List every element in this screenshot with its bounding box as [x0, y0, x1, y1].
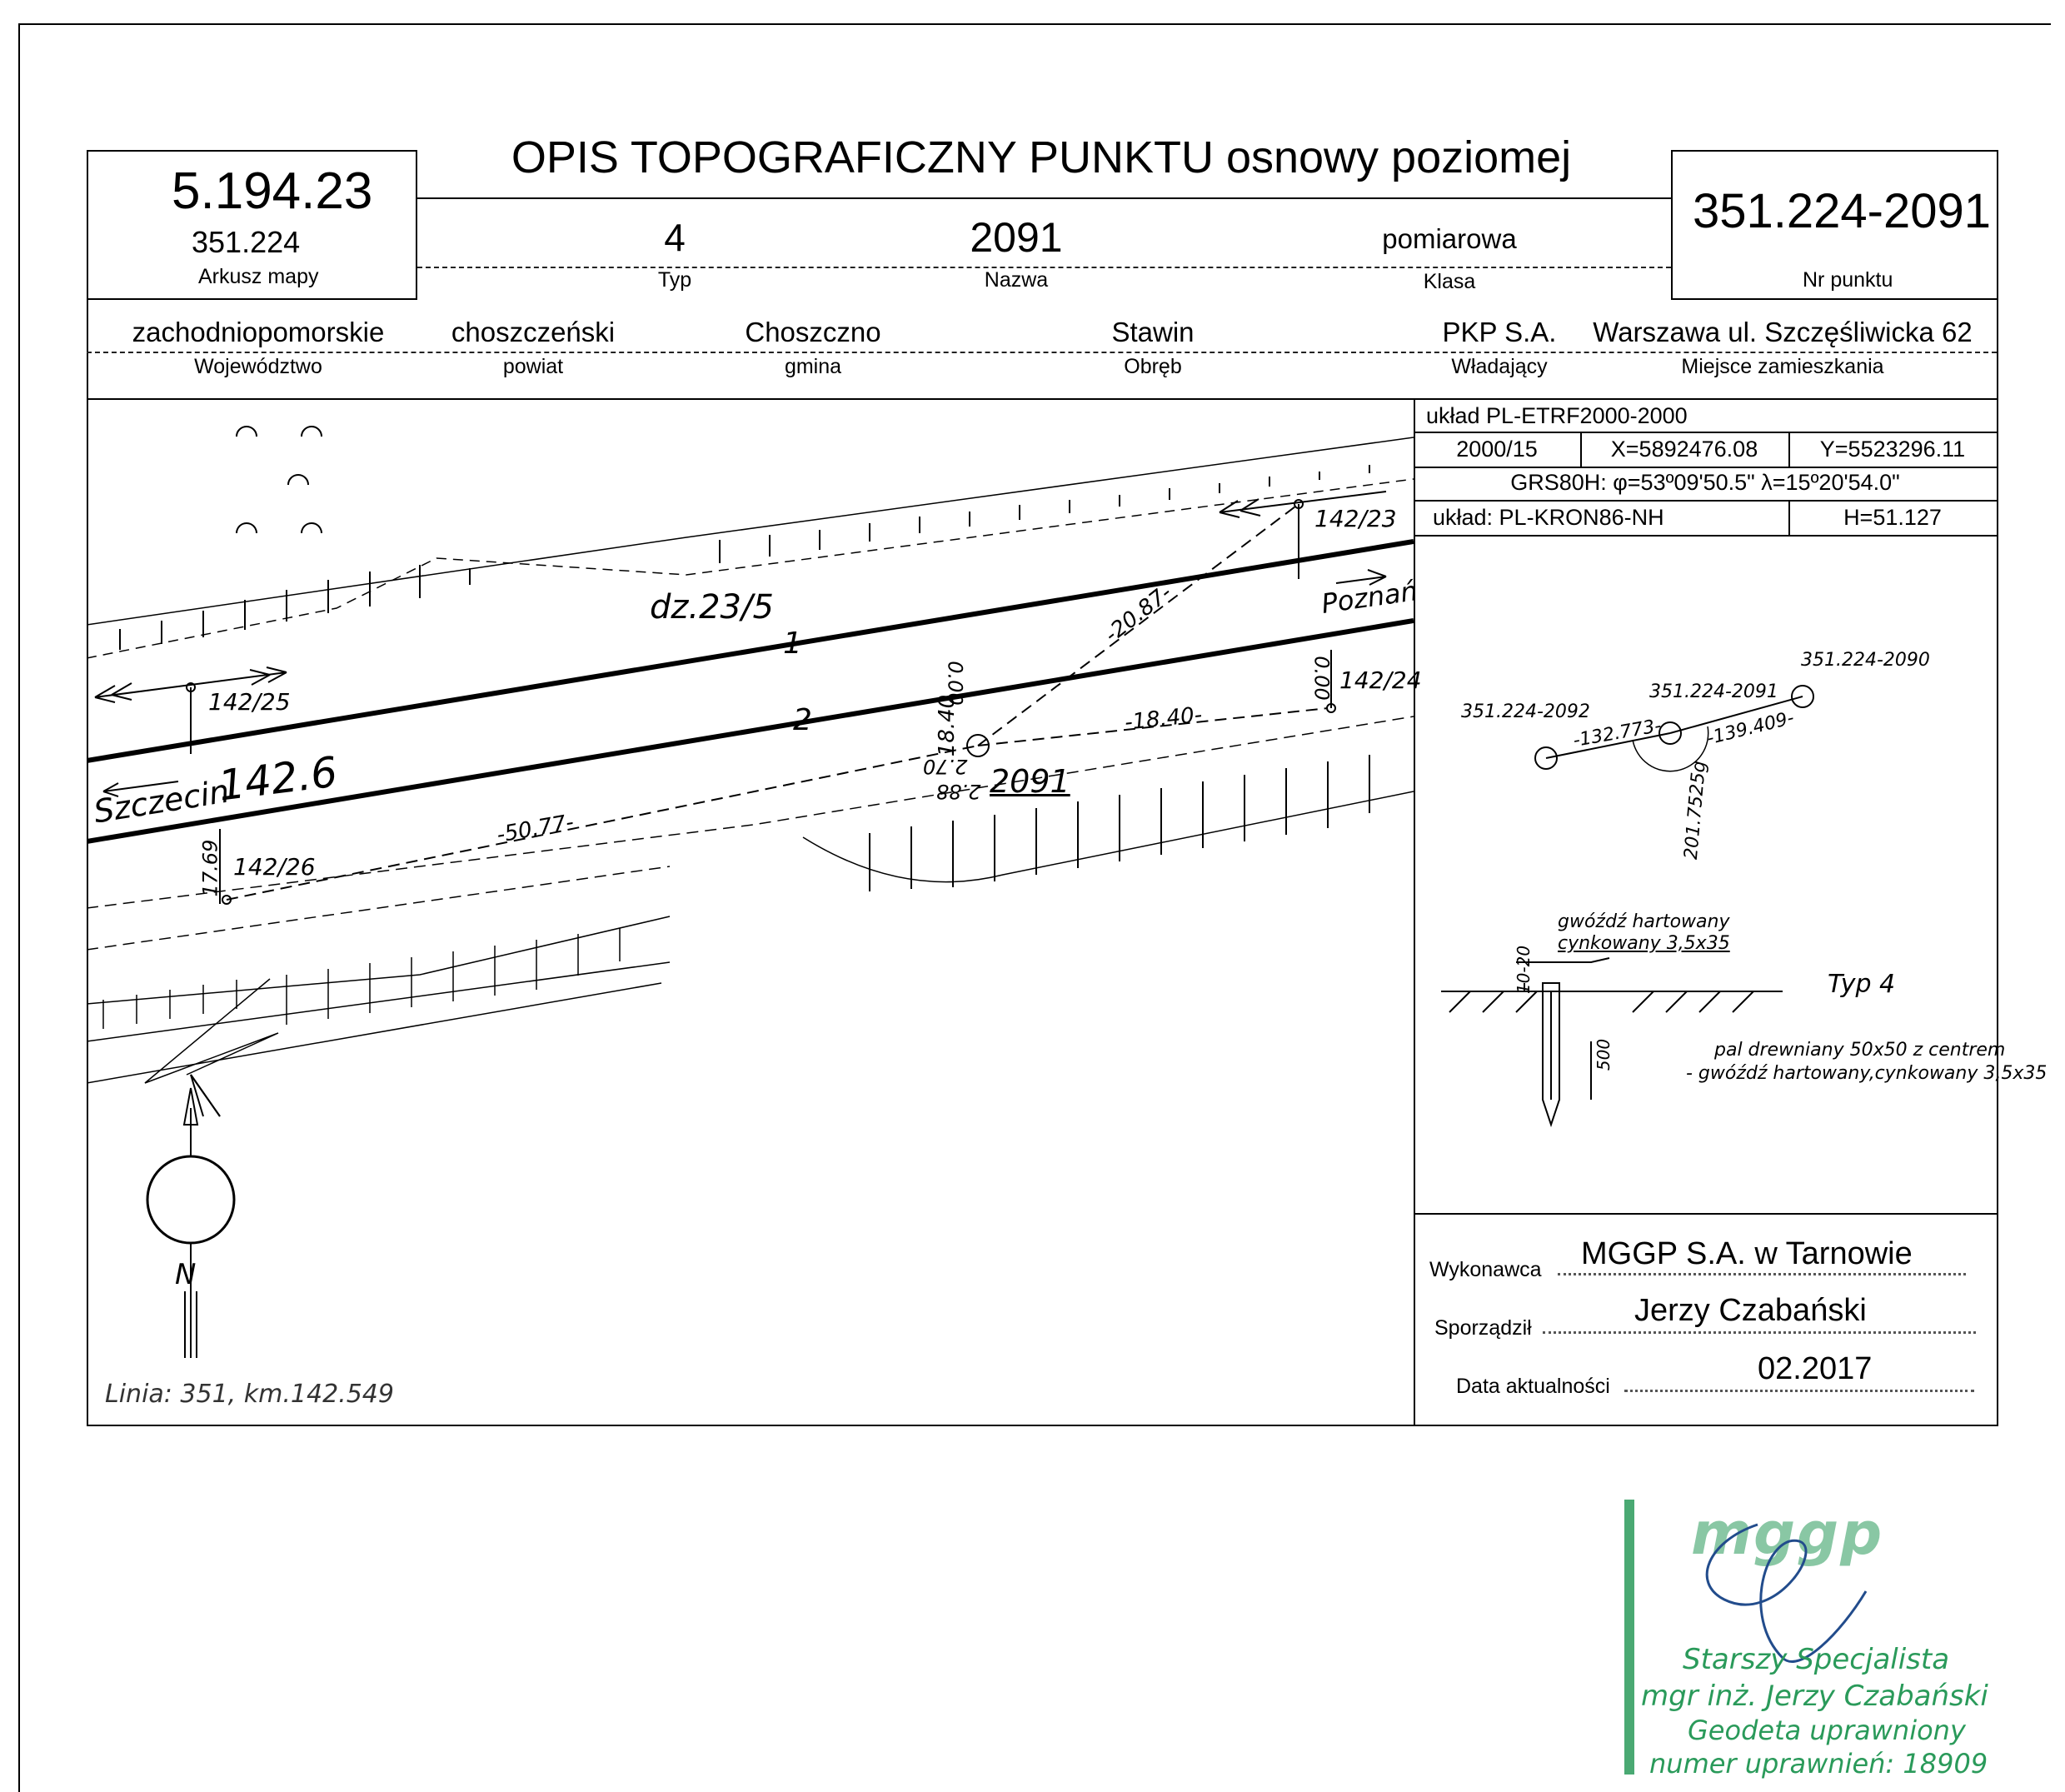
- page-frame-left: [18, 23, 20, 1792]
- dim-1769: 17.69: [198, 839, 222, 897]
- commune-value: Choszczno: [745, 317, 881, 347]
- track-1-label: 1: [783, 626, 802, 661]
- dim-000-a: 0.00: [943, 661, 967, 706]
- coord-h: H=51.127: [1843, 505, 1942, 530]
- residence-value: Warszawa ul. Szczęśliwicka 62: [1593, 317, 1973, 347]
- dim-270: 2.70: [923, 755, 968, 778]
- type-value: 4: [664, 216, 686, 259]
- coord-line-2: [1414, 467, 1997, 468]
- marker-depth: 10-20: [1514, 945, 1534, 995]
- class-label: Klasa: [1423, 270, 1476, 293]
- owner-value: PKP S.A.: [1442, 317, 1557, 347]
- pt-142-24: 142/24: [1339, 666, 1422, 694]
- name-value: 2091: [970, 214, 1063, 261]
- name-label: Nazwa: [984, 268, 1049, 292]
- county-label: powiat: [502, 355, 564, 378]
- neighbor-angle: 201.7525g: [1680, 760, 1711, 861]
- point-id-value: 351.224-2091: [1693, 184, 1991, 238]
- date-value: 02.2017: [1758, 1351, 1873, 1386]
- date-dots: [1624, 1390, 1974, 1392]
- contractor-dots: [1558, 1273, 1966, 1275]
- coord-system: układ PL-ETRF2000-2000: [1426, 403, 1688, 428]
- pt-142-25: 142/25: [208, 688, 291, 716]
- marker-length: 500: [1594, 1038, 1614, 1071]
- author-value: Jerzy Czabański: [1634, 1293, 1867, 1328]
- coord-height-system: układ: PL-KRON86-NH: [1433, 505, 1664, 530]
- main-frame-right: [1997, 300, 1998, 1425]
- track-2-label: 2: [793, 703, 812, 737]
- coord-line-1: [1414, 432, 1997, 433]
- voivodeship-value: zachodniopomorskie: [132, 317, 385, 347]
- point-id-box: [1671, 150, 1998, 300]
- contractor-label: Wykonawca: [1429, 1258, 1542, 1281]
- neighbor-2091: 351.224-2091: [1649, 681, 1778, 702]
- pt-142-23: 142/23: [1314, 505, 1397, 532]
- type-label: Typ: [657, 268, 692, 292]
- sheet-label: Arkusz mapy: [198, 265, 319, 288]
- neighbor-d-left: -132.773-: [1571, 715, 1663, 752]
- stamp-role: Starszy Specjalista: [1683, 1643, 1950, 1676]
- precinct-value: Stawin: [1111, 317, 1195, 347]
- author-label: Sporządził: [1434, 1316, 1532, 1340]
- main-frame-bottom: [87, 1425, 1998, 1426]
- contractor-value: MGGP S.A. w Tarnowie: [1581, 1236, 1913, 1271]
- admin-dash: [87, 352, 1997, 353]
- county-value: choszczeński: [451, 317, 616, 347]
- owner-label: Władający: [1451, 355, 1548, 378]
- stamp-title: Geodeta uprawniony: [1688, 1715, 1966, 1746]
- north-arrow-icon: [147, 1156, 234, 1243]
- west-label: Szczecin: [91, 772, 232, 831]
- marker-desc-2: - gwóźdź hartowany,cynkowany 3,5x35: [1686, 1063, 2048, 1084]
- stamp-license: numer uprawnień: 18909: [1649, 1748, 1988, 1780]
- sheet-sub: 351.224: [192, 225, 301, 259]
- page-frame-top: [18, 23, 2051, 25]
- marker-nail-1: gwóźdź hartowany: [1558, 911, 1730, 932]
- east-label: Poznań: [1319, 575, 1419, 620]
- sheet-box: [87, 150, 417, 300]
- coord-y: Y=5523296.11: [1819, 437, 1966, 462]
- footer-line: [1414, 1213, 1997, 1215]
- neighbor-d-right: -139.409-: [1704, 707, 1797, 750]
- dim-5077: -50.77-: [495, 810, 576, 848]
- date-label: Data aktualności: [1456, 1375, 1610, 1398]
- location-sketch: [87, 400, 1414, 1425]
- voivodeship-label: Województwo: [194, 355, 322, 378]
- marker-nail-2: cynkowany 3,5x35: [1558, 933, 1730, 954]
- marker-desc-1: pal drewniany 50x50 z centrem: [1714, 1040, 2006, 1061]
- precinct-label: Obręb: [1124, 355, 1182, 378]
- stamp-bar: [1624, 1500, 1634, 1775]
- sheet-number: 5.194.23: [172, 162, 373, 220]
- dim-1840-a: -18.40-: [1123, 702, 1204, 736]
- km-label: 142.6: [215, 747, 341, 811]
- coord-x: X=5892476.08: [1610, 437, 1758, 462]
- neighbor-2092: 351.224-2092: [1461, 701, 1590, 722]
- neighbor-2090: 351.224-2090: [1801, 650, 1930, 671]
- commune-label: gmina: [784, 355, 842, 378]
- point-label: 2091: [990, 763, 1070, 800]
- dim-000-b: 0.00: [1309, 656, 1334, 701]
- pt-142-26: 142/26: [233, 853, 316, 881]
- coord-line-4: [1414, 535, 1997, 537]
- neighbor-diagram: [1416, 633, 1991, 883]
- stamp-name: mgr inż. Jerzy Czabański: [1641, 1680, 1988, 1713]
- line-note: Linia: 351, km.142.549: [105, 1380, 394, 1409]
- marker-type-label: Typ 4: [1828, 970, 1896, 999]
- north-label: N: [175, 1258, 197, 1291]
- header-line: [417, 197, 1671, 199]
- parcel-label: dz.23/5: [650, 588, 774, 626]
- tree-icon: [237, 427, 322, 533]
- dim-288: 2.88: [936, 780, 981, 803]
- dim-2087: -20.87-: [1100, 580, 1177, 648]
- author-dots: [1543, 1331, 1976, 1334]
- page-title: OPIS TOPOGRAFICZNY PUNKTU osnowy poziomej: [511, 132, 1572, 182]
- point-id-label: Nr punktu: [1803, 268, 1893, 292]
- residence-label: Miejsce zamieszkania: [1681, 355, 1884, 378]
- coord-zone: 2000/15: [1456, 437, 1538, 462]
- coord-line-3: [1414, 500, 1997, 502]
- sketch-divider: [1414, 398, 1415, 1425]
- coord-grs: GRS80H: φ=53º09'50.5" λ=15º20'54.0": [1510, 470, 1900, 495]
- class-value: pomiarowa: [1382, 223, 1517, 254]
- stamp-logo: mggp: [1691, 1500, 1884, 1568]
- dim-1840-b: 18.40: [935, 694, 960, 757]
